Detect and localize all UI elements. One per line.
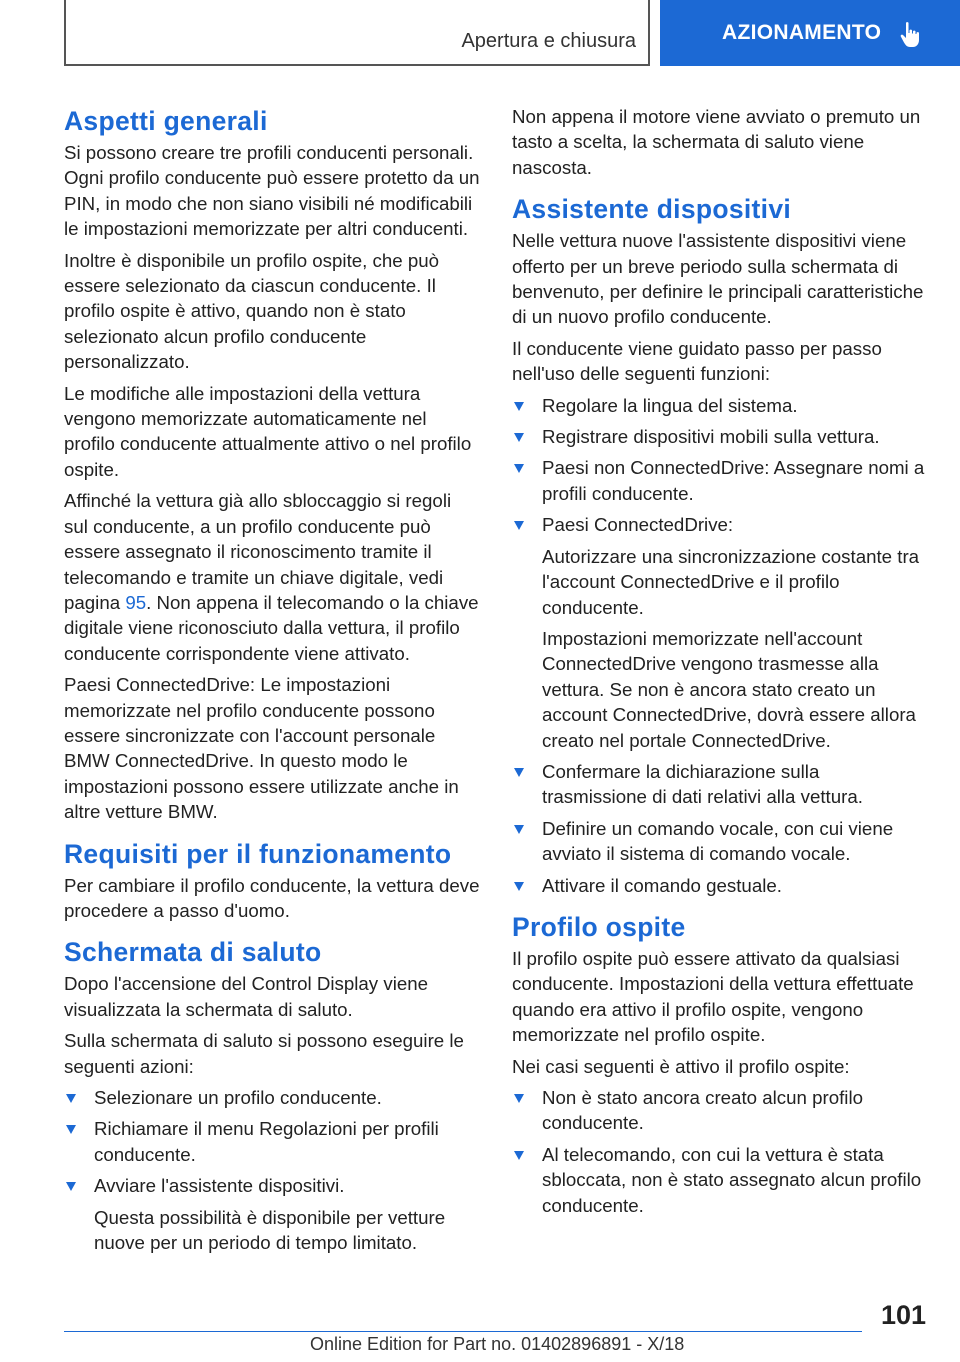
left-column: [64, 96, 480, 1261]
hand-pointer-icon: [899, 21, 925, 49]
heading-assistente-dispositivi: Assistente dispositivi: [512, 194, 792, 225]
triangle-bullet-icon: [514, 768, 524, 777]
paragraph: Il profilo ospite può essere attivato da qualsiasi conducente. Impostazioni della vettura effettuate quando era attivo il profilo ospite, vengono memorizzate nel profilo ospite.: [512, 947, 914, 1046]
triangle-bullet-icon: [514, 464, 524, 473]
list-item-text: Definire un comando vocale, con cui viene avviato il sistema di comando vocale.: [542, 817, 894, 865]
list-item-text: Al telecomando, con cui la vettura è stata sbloccata, non è stato assegnato alcun profilo conducente.: [542, 1143, 922, 1216]
triangle-bullet-icon: [514, 1151, 524, 1160]
heading-schermata-di-saluto: Schermata di saluto: [64, 937, 322, 968]
list-item: [512, 1142, 928, 1218]
paragraph: Dopo l'accensione del Control Display viene visualizzata la schermata di saluto.: [64, 973, 429, 1020]
footer-edition: Online Edition for Part no. 01402896891 - X/18: [310, 1334, 685, 1354]
list-item: [512, 1085, 928, 1136]
paragraph: Sulla schermata di saluto si possono eseguire le seguenti azioni:: [64, 1030, 464, 1077]
list-item: [512, 759, 928, 810]
chapter-tab: [660, 0, 960, 66]
list-item: [64, 1085, 480, 1110]
list-item-text: Confermare la dichiarazione sulla trasmissione di dati relativi alla vettura.: [542, 760, 863, 808]
paragraph: Non appena il motore viene avviato o premuto un tasto a scelta, la schermata di saluto viene nascosta.: [512, 106, 921, 178]
section-tab: [64, 0, 650, 66]
list-item-text: Paesi ConnectedDrive:: [542, 514, 734, 536]
list-item: [512, 512, 928, 753]
paragraph: Paesi ConnectedDrive: Le impostazioni memorizzate nel profilo conducente possono essere sincronizzate con l'account personale BMW ConnectedDrive. In questo modo le impostazioni possono essere utilizzate anche in altre vetture BMW.: [64, 674, 459, 823]
bullet-list: [512, 393, 928, 898]
list-item-note: Impostazioni memorizzate nell'account ConnectedDrive vengono trasmesse alla vettura. Se non è ancora stato creato un account ConnectedDrive, dovrà essere allora creato nel portale ConnectedDrive.: [542, 627, 916, 751]
paragraph-text: Affinché la vettura già allo sbloccaggio si regoli sul conducente, a un profilo conducente può essere assegnato il riconoscimento tramite il telecomando e tramite un chiave digitale, vedi pagina: [64, 490, 452, 613]
footer-divider: [64, 1331, 862, 1332]
list-item-text: Richiamare il menu Regolazioni per profili conducente.: [94, 1118, 439, 1165]
page-number: 101: [880, 1300, 926, 1330]
list-item: [512, 455, 928, 506]
paragraph: Nelle vettura nuove l'assistente dispositivi viene offerto per un breve periodo sulla schermata di benvenuto, per definire le principali caratteristiche di un nuovo profilo conducente.: [512, 230, 924, 328]
triangle-bullet-icon: [514, 433, 524, 442]
list-item-text: Registrare dispositivi mobili sulla vettura.: [542, 426, 880, 448]
page-reference-link[interactable]: 95: [125, 591, 147, 613]
list-item-text: Paesi non ConnectedDrive: Assegnare nomi a profili conducente.: [542, 457, 925, 504]
list-item: [64, 1173, 480, 1255]
triangle-bullet-icon: [66, 1094, 76, 1103]
list-item-note: Questa possibilità è disponibile per vetture nuove per un periodo di tempo limitato.: [94, 1206, 446, 1254]
triangle-bullet-icon: [514, 402, 524, 411]
chapter-title: AZIONAMENTO: [722, 21, 882, 44]
bullet-list: [64, 1085, 480, 1255]
list-item: [512, 424, 928, 449]
list-item: [512, 816, 928, 867]
heading-requisiti: Requisiti per il funzionamento: [64, 838, 452, 869]
list-item-text: Regolare la lingua del sistema.: [542, 394, 798, 416]
paragraph: Per cambiare il profilo conducente, la vettura deve procedere a passo d'uomo.: [64, 874, 480, 921]
list-item-text: Attivare il comando gestuale.: [542, 874, 782, 896]
triangle-bullet-icon: [514, 1094, 524, 1103]
section-title: Apertura e chiusura: [461, 30, 636, 52]
paragraph-text: . Non appena il telecomando o la chiave digitale viene riconosciuto dalla vettura, il profilo conducente corrispondente viene attivato.: [64, 591, 479, 664]
triangle-bullet-icon: [514, 521, 524, 530]
paragraph: Il conducente viene guidato passo per passo nell'uso delle seguenti funzioni:: [512, 337, 882, 385]
heading-profilo-ospite: Profilo ospite: [512, 911, 686, 942]
paragraph: Inoltre è disponibile un profilo ospite, che può essere selezionato da ciascun conducente. Il profilo ospite è attivo, quando non è stato selezionato alcun profilo conducente personalizzato.: [64, 249, 440, 373]
list-item-text: Selezionare un profilo conducente.: [94, 1087, 382, 1108]
list-item: [512, 393, 928, 418]
list-item: [512, 873, 928, 898]
list-item-text: Non è stato ancora creato alcun profilo conducente.: [542, 1087, 863, 1134]
paragraph: Le modifiche alle impostazioni della vettura vengono memorizzate automaticamente nel profilo conducente attualmente attivo o nel profilo ospite.: [64, 382, 472, 480]
list-item-text: Avviare l'assistente dispositivi.: [94, 1175, 345, 1197]
bullet-list: [512, 1085, 928, 1218]
triangle-bullet-icon: [66, 1182, 76, 1191]
page-header: [64, 0, 960, 66]
paragraph: Si possono creare tre profili conducenti personali. Ogni profilo conducente può essere protetto da un PIN, in modo che non siano visibili né modificabili le impostazioni memorizzate per altri conducenti.: [64, 142, 480, 240]
paragraph: [64, 488, 480, 666]
paragraph: Nei casi seguenti è attivo il profilo ospite:: [512, 1055, 850, 1077]
list-item-note: Autorizzare una sincronizzazione costante tra l'account ConnectedDrive e il profilo conducente.: [542, 545, 920, 618]
heading-aspetti-generali: Aspetti generali: [64, 106, 268, 136]
triangle-bullet-icon: [514, 882, 524, 891]
right-column: [512, 104, 928, 1224]
list-item: [64, 1116, 480, 1167]
triangle-bullet-icon: [66, 1125, 76, 1134]
triangle-bullet-icon: [514, 825, 524, 834]
